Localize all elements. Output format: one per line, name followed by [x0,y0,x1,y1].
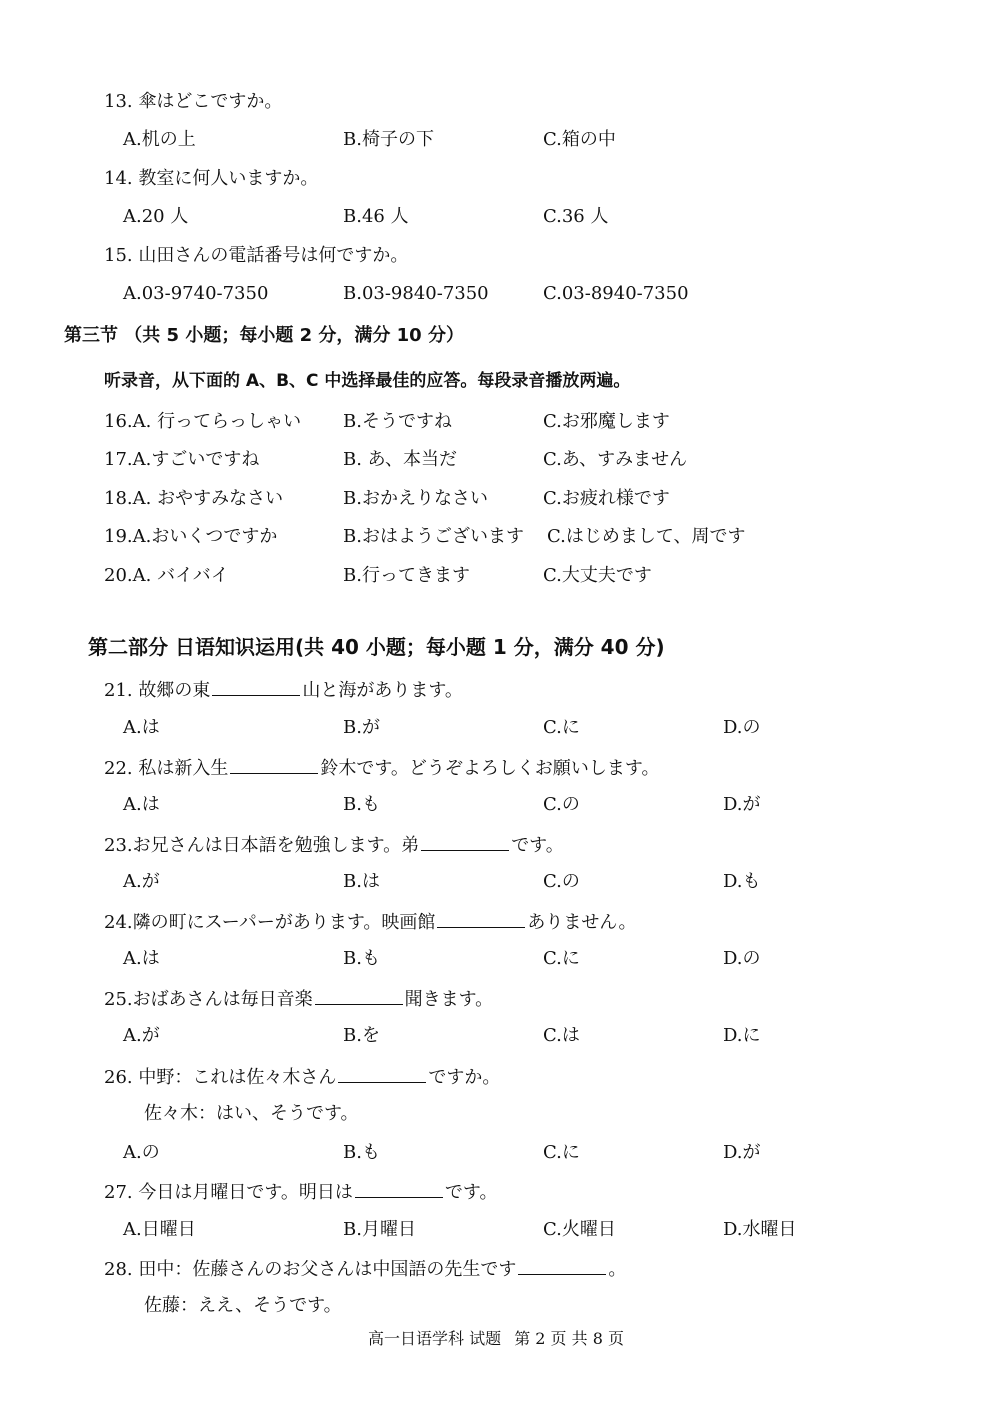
question-27-text: 27. 今日は月曜日です。明日は [104,1182,353,1203]
option-26d: D.が [723,1142,761,1163]
section-3-title: 第三节 （共 5 小题；每小题 2 分，满分 10 分） [64,325,464,346]
question-15: 15. 山田さんの電話番号は何ですか。 [104,245,409,266]
answer-blank [338,1064,426,1083]
option-22b: B.も [343,794,380,815]
option-15b: B.03-9840-7350 [343,283,489,304]
question-21-text: 21. 故郷の東 [104,680,211,701]
question-24 [104,909,636,935]
question-23 [104,832,564,858]
option-26b: B.も [343,1142,380,1163]
option-17c: C.あ、すみません [543,449,688,470]
question-28-reply: 佐藤：ええ、そうです。 [144,1295,342,1316]
option-17a: 17.A.すごいですね [104,449,260,470]
option-14b: B.46 人 [343,206,409,227]
option-18a: 18.A. おやすみなさい [104,488,284,509]
option-16b: B.そうですね [343,411,452,432]
option-18c: C.お疲れ様です [543,488,670,509]
option-24d: D.の [723,948,761,969]
option-19a: 19.A.おいくつですか [104,526,278,547]
option-20c: C.大丈夫です [543,565,652,586]
option-20b: B.行ってきます [343,565,470,586]
option-22d: D.が [723,794,761,815]
option-25c: C.は [543,1025,580,1046]
option-26c: C.に [543,1142,580,1163]
option-24c: C.に [543,948,580,969]
option-15a: A.03-9740-7350 [123,283,269,304]
option-23a: A.が [123,871,160,892]
option-25d: D.に [723,1025,761,1046]
question-24-text-end: ありません。 [527,912,637,933]
option-27c: C.火曜日 [543,1219,616,1240]
option-24b: B.も [343,948,380,969]
answer-blank [421,832,509,851]
answer-blank [230,755,318,774]
option-21a: A.は [123,717,160,738]
option-22a: A.は [123,794,160,815]
option-16a: 16.A. 行ってらっしゃい [104,411,302,432]
option-13c: C.箱の中 [543,129,616,150]
question-23-text-end: です。 [511,835,564,856]
question-28-text: 28. 田中：佐藤さんのお父さんは中国語の先生です [104,1259,517,1280]
answer-blank [212,677,300,696]
part-2-title: 第二部分 日语知识运用(共 40 小题；每小题 1 分，满分 40 分) [88,635,665,659]
option-13b: B.椅子の下 [343,129,434,150]
option-18b: B.おかえりなさい [343,488,488,509]
option-21b: B.が [343,717,380,738]
answer-blank [518,1256,606,1275]
section-3-instruction: 听录音，从下面的 A、B、C 中选择最佳的应答。每段录音播放两遍。 [104,371,631,391]
option-14c: C.36 人 [543,206,609,227]
question-26-text-end: ですか。 [428,1067,501,1088]
option-16c: C.お邪魔します [543,411,670,432]
option-23c: C.の [543,871,580,892]
question-25 [104,986,493,1012]
question-21-text-end: 山と海があります。 [302,680,463,701]
page-footer [0,1328,992,1350]
option-15c: C.03-8940-7350 [543,283,689,304]
option-23b: B.は [343,871,380,892]
question-13: 13. 傘はどこですか。 [104,91,283,112]
option-14a: A.20 人 [123,206,189,227]
answer-blank [437,909,525,928]
answer-blank [355,1179,443,1198]
question-28-text-end: 。 [608,1259,627,1280]
footer-subject: 高一日语学科 试题 [368,1329,502,1348]
option-21d: D.の [723,717,761,738]
option-25a: A.が [123,1025,160,1046]
option-25b: B.を [343,1025,380,1046]
question-14: 14. 教室に何人いますか。 [104,168,319,189]
question-27 [104,1179,497,1205]
footer-page-number: 第 2 页 共 8 页 [514,1329,624,1348]
question-21 [104,677,463,703]
question-22 [104,755,659,781]
option-27a: A.日曜日 [123,1219,196,1240]
option-13a: A.机の上 [123,129,196,150]
option-22c: C.の [543,794,580,815]
question-27-text-end: です。 [444,1182,498,1203]
option-19c: C.はじめまして、周です [547,526,746,547]
question-26-reply: 佐々木：はい、そうです。 [144,1103,359,1124]
question-26 [104,1064,500,1090]
option-27d: D.水曜日 [723,1219,797,1240]
option-23d: D.も [723,871,761,892]
question-23-text: 23.お兄さんは日本語を勉強します。弟 [104,835,420,856]
question-25-text-end: 聞きます。 [404,989,494,1010]
option-20a: 20.A. バイバイ [104,565,229,586]
question-26-text: 26. 中野：これは佐々木さん [104,1067,337,1088]
question-25-text: 25.おばあさんは毎日音楽 [104,989,313,1010]
option-17b: B. あ、本当だ [343,449,457,470]
option-24a: A.は [123,948,160,969]
question-28 [104,1256,626,1282]
question-24-text: 24.隣の町にスーパーがあります。映画館 [104,912,436,933]
question-22-text-end: 鈴木です。どうぞよろしくお願いします。 [320,758,660,779]
question-22-text: 22. 私は新入生 [104,758,229,779]
option-21c: C.に [543,717,580,738]
option-27b: B.月曜日 [343,1219,416,1240]
option-19b: B.おはようございます [343,526,524,547]
option-26a: A.の [123,1142,160,1163]
answer-blank [315,986,403,1005]
